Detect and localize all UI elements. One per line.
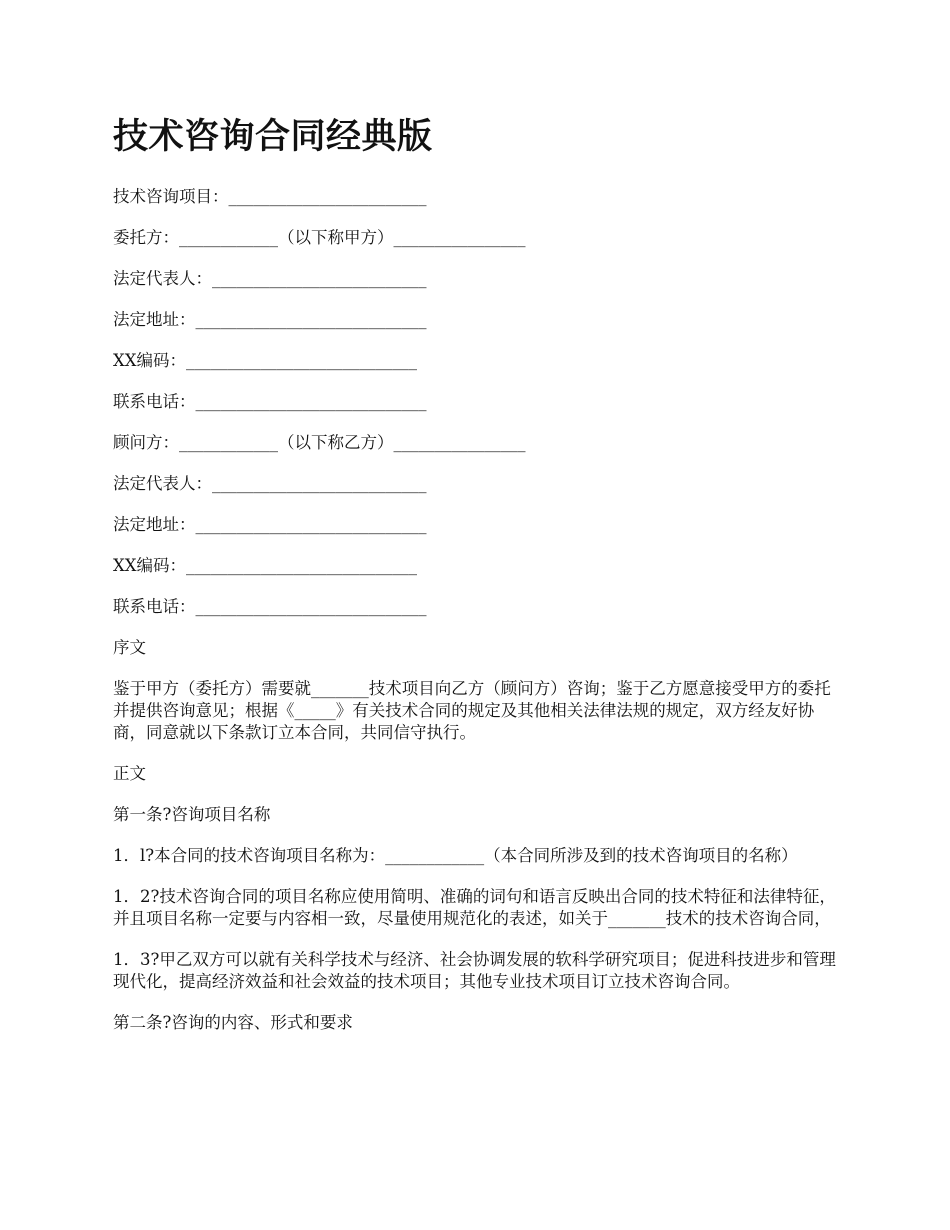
document-body — [113, 108, 843, 1053]
field-client-legal-representative: 法定代表人：__________________________ — [113, 269, 427, 288]
field-client-phone: 联系电话：____________________________ — [113, 392, 427, 411]
field-client: 委托方：____________（以下称甲方）________________ — [113, 228, 526, 247]
field-consulting-project: 技术咨询项目：________________________ — [113, 187, 427, 206]
clause-1-2: 1．2?技术咨询合同的项目名称应使用简明、准确的词句和语言反映出合同的技术特征和法律特征，并且项目名称一定要与内容相一致，尽量使用规范化的表述，如关于_______技术的技术咨询合同， — [113, 887, 836, 928]
field-consultant-postal-code: XX编码：____________________________ — [113, 556, 417, 575]
section-heading-main-text: 正文 — [113, 764, 146, 783]
clause-1-3: 1．3?甲乙双方可以就有关科学技术与经济、社会协调发展的软科学研究项目；促进科技进步和管理现代化，提高经济效益和社会效益的技术项目；其他专业技术项目订立技术咨询合同。 — [113, 950, 836, 991]
clause-1-1: 1．l?本合同的技术咨询项目名称为：____________（本合同所涉及到的技术咨询项目的名称） — [113, 846, 798, 865]
field-client-postal-code: XX编码：____________________________ — [113, 351, 417, 370]
field-consultant-legal-representative: 法定代表人：__________________________ — [113, 474, 427, 493]
section-heading-preamble: 序文 — [113, 638, 146, 657]
field-client-legal-address: 法定地址：____________________________ — [113, 310, 427, 329]
article-1-heading: 第一条?咨询项目名称 — [113, 805, 271, 824]
document-title: 技术咨询合同经典版 — [113, 116, 433, 157]
field-consultant-phone: 联系电话：____________________________ — [113, 597, 427, 616]
field-consultant: 顾问方：____________（以下称乙方）________________ — [113, 433, 526, 452]
preamble-paragraph: 鉴于甲方（委托方）需要就_______技术项目向乙方（顾问方）咨询；鉴于乙方愿意接受甲方的委托并提供咨询意见；根据《_____》有关技术合同的规定及其他相关法律法规的规定，双方经友好协商，同意就以下条款订立本合同，共同信守执行。 — [113, 679, 831, 742]
article-2-heading: 第二条?咨询的内容、形式和要求 — [113, 1013, 353, 1032]
field-consultant-legal-address: 法定地址：____________________________ — [113, 515, 427, 534]
